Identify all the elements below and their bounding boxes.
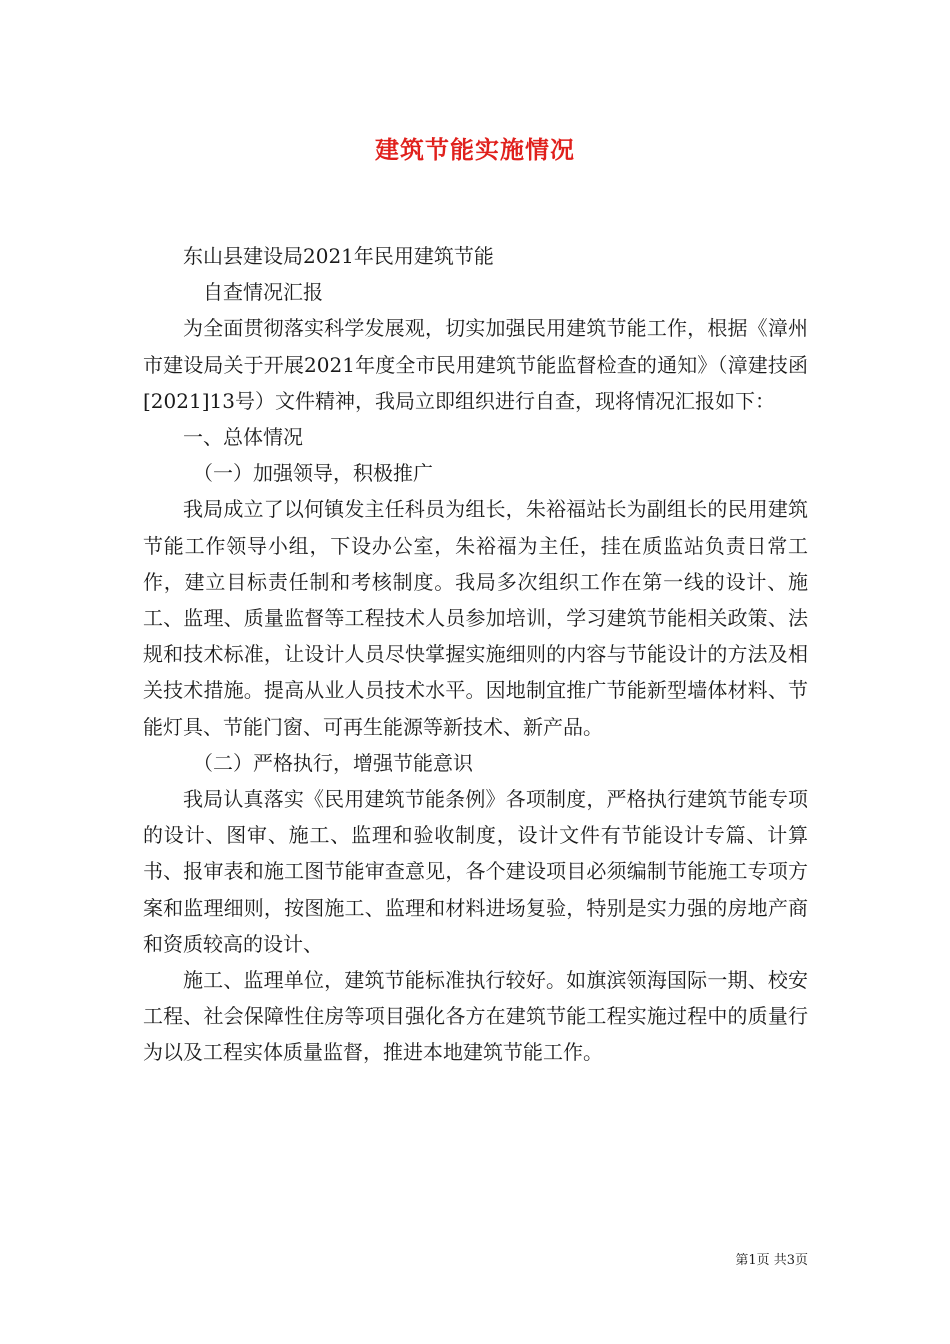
report-subtitle-line2: 自查情况汇报 [203,280,323,305]
subsection1-paragraph: 我局成立了以何镇发主任科员为组长，朱裕福站长为副组长的民用建筑节能工作领导小组，下设办公室，朱裕福为主任，挂在质监站负责日常工作，建立目标责任制和考核制度。我局多次组织工作在第一线的设计、施工、监理、质量监督等工程技术人员参加培训，学习建筑节能相关政策、法规和技术标准，让设计人员尽快掌握实施细则的内容与节能设计的方法及相关技术措施。提高从业人员技术水平。因地制宜推广节能新型墙体材料、节能灯具、节能门窗、可再生能源等新技术、新产品。 [143,497,808,739]
report-subtitle-line1: 东山县建设局2021年民用建筑节能 [183,244,494,268]
intro-paragraph: 为全面贯彻落实科学发展观，切实加强民用建筑节能工作，根据《漳州市建设局关于开展2021年度全市民用建筑节能监督检查的通知》（漳建技函[2021]13号）文件精神，我局立即组织进行自查，现将情况汇报如下： [143,316,808,413]
document-body [143,238,808,1071]
subsection2-heading: （二）严格执行，增强节能意识 [193,750,473,775]
document-title: 建筑节能实施情况 [375,135,575,164]
page-number: 第1页 共3页 [735,1253,808,1268]
subsection2-paragraph-2: 施工、监理单位，建筑节能标准执行较好。如旗滨领海国际一期、校安工程、社会保障性住房等项目强化各方在建筑节能工程实施过程中的质量行为以及工程实体质量监督，推进本地建筑节能工作。 [143,968,808,1065]
subsection2-paragraph-1: 我局认真落实《民用建筑节能条例》各项制度，严格执行建筑节能专项的设计、图审、施工、监理和验收制度，设计文件有节能设计专篇、计算书、报审表和施工图节能审查意见，各个建设项目必须编制节能施工专项方案和监理细则，按图施工、监理和材料进场复验，特别是实力强的房地产商和资质较高的设计、 [143,787,808,956]
subsection1-heading: （一）加强领导，积极推广 [193,461,433,486]
section1-heading: 一、总体情况 [183,425,303,450]
